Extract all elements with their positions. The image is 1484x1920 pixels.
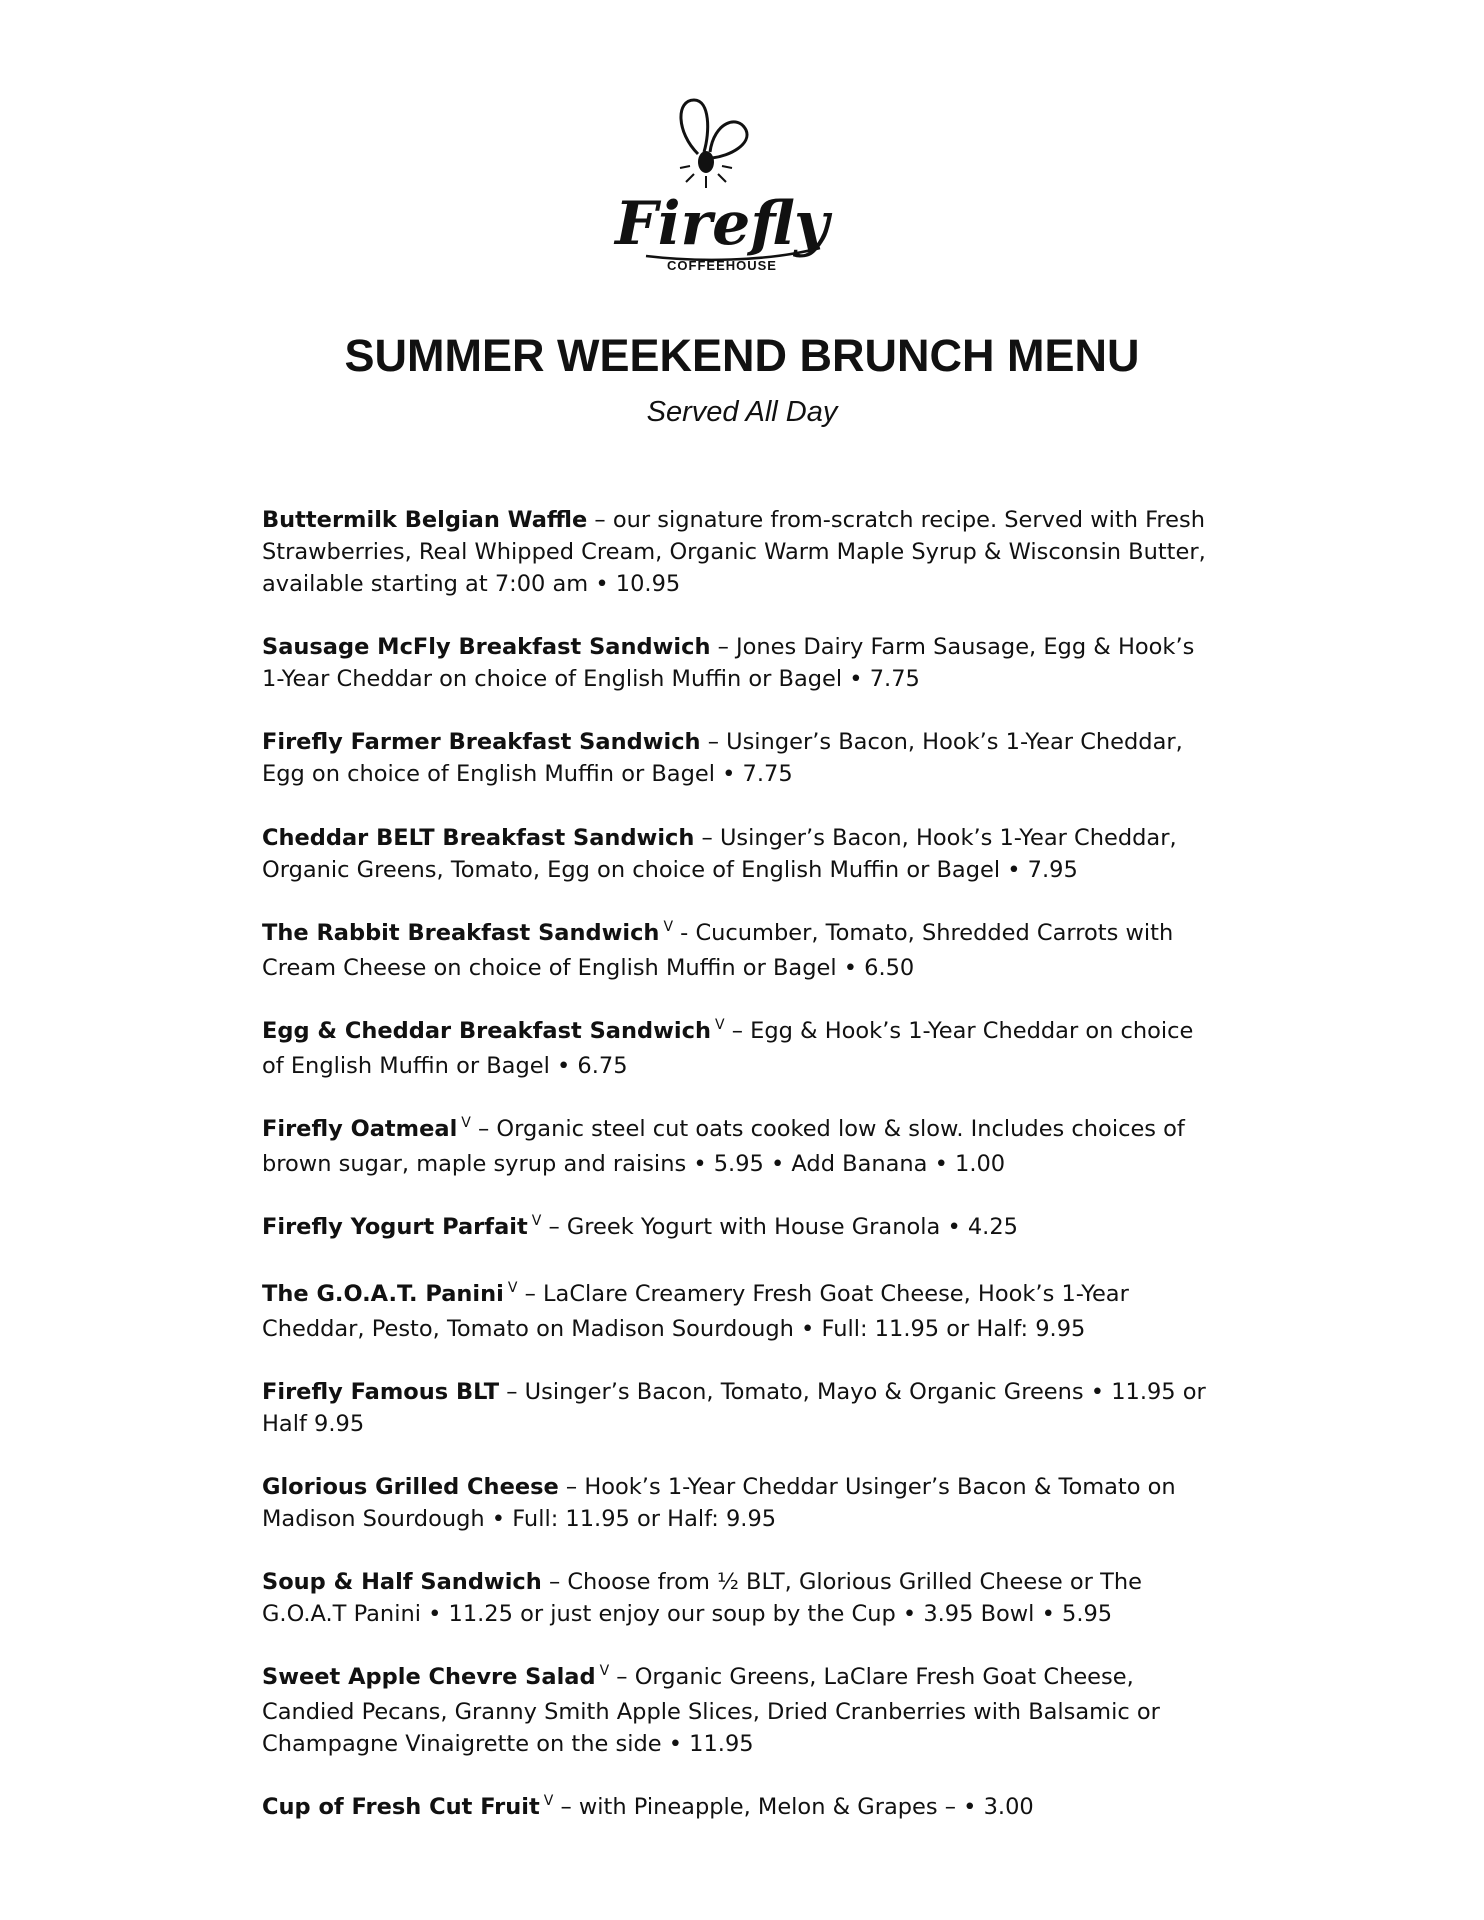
menu-item bbox=[262, 1566, 1222, 1630]
menu-item-description: – Organic steel cut oats cooked low & slow. Includes choices of brown sugar, maple syrup and raisins • 5.95 • Add Banana • 1.00 bbox=[262, 1116, 1185, 1178]
page-title: SUMMER WEEKEND BRUNCH MENU bbox=[344, 330, 1140, 381]
menu-item bbox=[262, 917, 1222, 984]
menu-item-description: – our signature from-scratch recipe. Served with Fresh Strawberries, Real Whipped Cream, Organic Warm Maple Syrup & Wisconsin Butter, available starting at 7:00 am • 10.95 bbox=[262, 507, 1206, 597]
menu-item-name: The G.O.A.T. Panini bbox=[262, 1280, 504, 1307]
menu-item-name: Glorious Grilled Cheese bbox=[262, 1473, 559, 1500]
vegetarian-marker: V bbox=[507, 1279, 518, 1296]
vegetarian-marker: V bbox=[531, 1213, 542, 1230]
menu-item-description: – with Pineapple, Melon & Grapes – • 3.00 bbox=[553, 1794, 1034, 1821]
menu-item bbox=[262, 631, 1222, 695]
menu-item-description: – Usinger’s Bacon, Hook’s 1-Year Cheddar, Egg on choice of English Muffin or Bagel • 7.75 bbox=[262, 729, 1183, 788]
menu-item bbox=[262, 1376, 1222, 1440]
menu-item bbox=[262, 726, 1222, 790]
firefly-logo-icon bbox=[606, 92, 838, 274]
menu-item bbox=[262, 1211, 1222, 1246]
menu-item-name: Egg & Cheddar Breakfast Sandwich bbox=[262, 1017, 711, 1044]
menu-item bbox=[262, 1015, 1222, 1082]
vegetarian-marker: V bbox=[714, 1016, 725, 1033]
menu-item-name: Sweet Apple Chevre Salad bbox=[262, 1664, 596, 1691]
menu-item-description: – Greek Yogurt with House Granola • 4.25 bbox=[541, 1214, 1018, 1241]
menu-item-description: – Choose from ½ BLT, Glorious Grilled Cheese or The G.O.A.T Panini • 11.25 or just enjoy our soup by the Cup • 3.95 Bowl • 5.95 bbox=[262, 1569, 1142, 1628]
menu-item bbox=[262, 1791, 1222, 1826]
menu-item bbox=[262, 1471, 1222, 1535]
menu-item-name: Firefly Famous BLT bbox=[262, 1378, 500, 1405]
menu-list bbox=[262, 504, 1222, 1858]
menu-item bbox=[262, 1661, 1222, 1760]
vegetarian-marker: V bbox=[543, 1793, 554, 1810]
menu-item bbox=[262, 1113, 1222, 1180]
menu-item-description: – Hook’s 1-Year Cheddar Usinger’s Bacon & Tomato on Madison Sourdough • Full: 11.95 or Half: 9.95 bbox=[262, 1473, 1176, 1532]
menu-item-name: Firefly Oatmeal bbox=[262, 1116, 458, 1143]
page-subtitle: Served All Day bbox=[646, 396, 838, 428]
menu-item-description: – Jones Dairy Farm Sausage, Egg & Hook’s 1-Year Cheddar on choice of English Muffin or Bagel • 7.75 bbox=[262, 634, 1195, 693]
firefly-coffeehouse-logo bbox=[606, 92, 838, 274]
menu-item-description: - Cucumber, Tomato, Shredded Carrots with Cream Cheese on choice of English Muffin or Bagel • 6.50 bbox=[262, 919, 1174, 981]
vegetarian-marker: V bbox=[461, 1115, 471, 1132]
menu-item-description: – Usinger’s Bacon, Tomato, Mayo & Organic Greens • 11.95 or Half 9.95 bbox=[262, 1378, 1206, 1437]
menu-item-description: – LaClare Creamery Fresh Goat Cheese, Hook’s 1-Year Cheddar, Pesto, Tomato on Madison Sourdough • Full: 11.95 or Half: 9.95 bbox=[262, 1280, 1129, 1342]
menu-item bbox=[262, 822, 1222, 886]
menu-item-name: Firefly Farmer Breakfast Sandwich bbox=[262, 729, 701, 756]
svg-text:COFFEEHOUSE: COFFEEHOUSE bbox=[667, 258, 777, 273]
menu-item-name: Soup & Half Sandwich bbox=[262, 1569, 542, 1596]
menu-item bbox=[262, 504, 1222, 600]
menu-item-description: – Egg & Hook’s 1-Year Cheddar on choice of English Muffin or Bagel • 6.75 bbox=[262, 1017, 1194, 1079]
menu-item-name: Cheddar BELT Breakfast Sandwich bbox=[262, 824, 695, 851]
menu-item-name: Sausage McFly Breakfast Sandwich bbox=[262, 634, 711, 661]
menu-item bbox=[262, 1278, 1222, 1345]
menu-item-name: Buttermilk Belgian Waffle bbox=[262, 507, 588, 533]
vegetarian-marker: V bbox=[599, 1663, 610, 1680]
menu-item-name: Cup of Fresh Cut Fruit bbox=[262, 1794, 540, 1821]
svg-text:Firefly: Firefly bbox=[615, 189, 829, 259]
menu-item-name: The Rabbit Breakfast Sandwich bbox=[262, 919, 660, 946]
menu-item-description: – Organic Greens, LaClare Fresh Goat Cheese, Candied Pecans, Granny Smith Apple Slices, Dried Cranberries with Balsamic or Champagne Vinaigrette on the side • 11.95 bbox=[262, 1664, 1160, 1758]
menu-item-description: – Usinger’s Bacon, Hook’s 1-Year Cheddar, Organic Greens, Tomato, Egg on choice of English Muffin or Bagel • 7.95 bbox=[262, 824, 1177, 883]
vegetarian-marker: V bbox=[663, 918, 674, 935]
menu-item-name: Firefly Yogurt Parfait bbox=[262, 1214, 528, 1241]
